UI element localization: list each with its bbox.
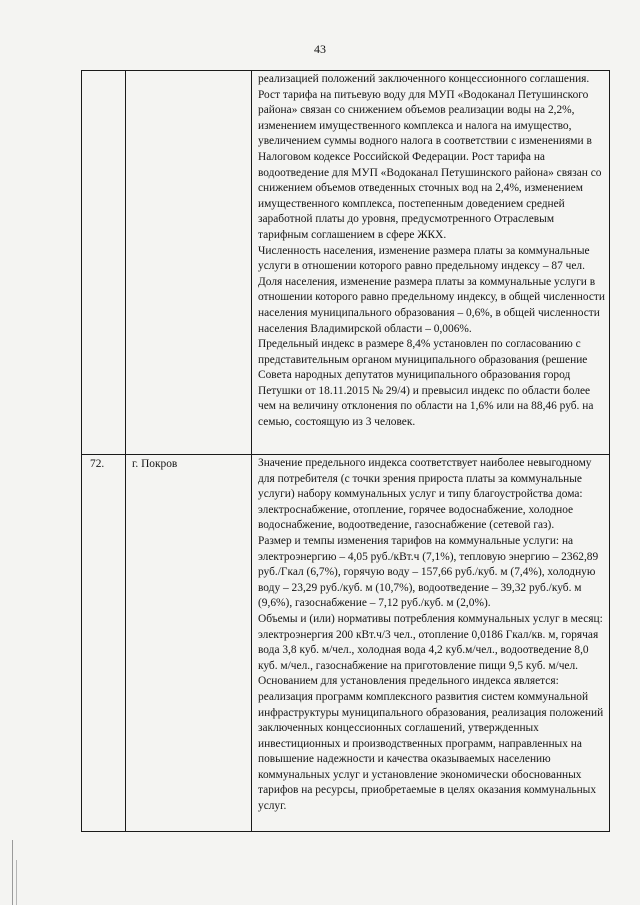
table-row [82, 455, 610, 832]
paragraph: Численность населения, изменение размера платы за коммунальные услуги в отношении которого равно предельному индексу – 87 чел. [258, 244, 590, 273]
paragraph: Предельный индекс в размере 8,4% установлен по согласованию с представительным органом муниципального образования (решение Совета народных депутатов муниципального образования город Петушки от 18.11.2015 № 29/4) и превысил индекс по области более чем на величину отклонения по области на 1,6% или на 88,46 руб. на семью, состоящую из 3 человек. [258, 338, 594, 429]
paragraph: Размер и темпы изменения тарифов на коммунальные услуги: на электроэнергию – 4,05 руб./кВт.ч (7,1%), тепловую энергию – 2362,89 руб./Гкал (6,7%), горячую воду – 157,66 руб./куб. м (7,4%), холодную воду – 23,29 руб./куб. м (10,7%), водоотведение – 39,32 руб./куб. м (9,6%), газоснабжение – 7,12 руб./куб. м (2,0%). [258, 534, 599, 610]
settlement-name-cell: г. Покров [126, 455, 252, 832]
tariff-justification-table [81, 70, 610, 832]
scan-margin-line [16, 860, 17, 905]
scan-margin-line [12, 840, 13, 905]
paragraph: Объемы и (или) нормативы потребления коммунальных услуг в месяц: электроэнергия 200 кВт.ч/3 чел., отопление 0,0186 Гкал/кв. м, горячая вода 3,8 куб. м/чел., холодная вода 4,2 куб.м/чел., водоотведение 8,0 куб. м/чел., газоснабжение на приготовление пищи 9,5 куб. м/чел. [258, 612, 603, 672]
justification-cell [252, 455, 610, 832]
paragraph: реализацией положений заключенного концессионного соглашения. Рост тарифа на питьевую воду для МУП «Водоканал Петушинского района» связан со снижением объемов реализации воды на 2,2%, изменением имущественного комплекса и налога на имущество, увеличением суммы водного налога в соответствии с изменениями в Налоговом кодексе Российской Федерации. Рост тарифа на водоотведение для МУП «Водоканал Петушинского района» связан со снижением объемов отведенных сточных вод на 2,4%, изменением имущественного комплекса, постепенным доведением средней заработной платы до уровня, предусмотренного Отраслевым тарифным соглашением в сфере ЖКХ. [258, 73, 602, 241]
paragraph: Значение предельного индекса соответствует наиболее невыгодному для потребителя (с точки зрения прироста платы за коммунальные услуги) набору коммунальных услуг и типу благоустройства дома: электроснабжение, отопление, горячее водоснабжение, холодное водоснабжение, водоотведение, газоснабжение (сетевой газ). [258, 457, 592, 532]
row-number-cell [82, 71, 126, 455]
table-row [82, 71, 610, 455]
justification-cell [252, 71, 610, 455]
settlement-name-cell [126, 71, 252, 455]
paragraph: Основанием для установления предельного индекса является: реализация программ комплексного развития систем коммунальной инфраструктуры муниципального образования, реализация положений заключенных концессионных соглашений, утвержденных инвестиционных и производственных программ, направленных на повышение надежности и качества оказываемых населению коммунальных услуг и установление экономически обоснованных тарифов на ресурсы, приобретаемые в целях оказания коммунальных услуг. [258, 675, 604, 813]
page-number: 43 [314, 42, 326, 56]
paragraph: Доля населения, изменение размера платы за коммунальные услуги в отношении которого равно предельному индексу, в общей численности населения муниципального образования – 0,6%, в общей численности населения Владимирской области – 0,006%. [258, 275, 605, 335]
row-number-cell: 72. [82, 455, 126, 832]
